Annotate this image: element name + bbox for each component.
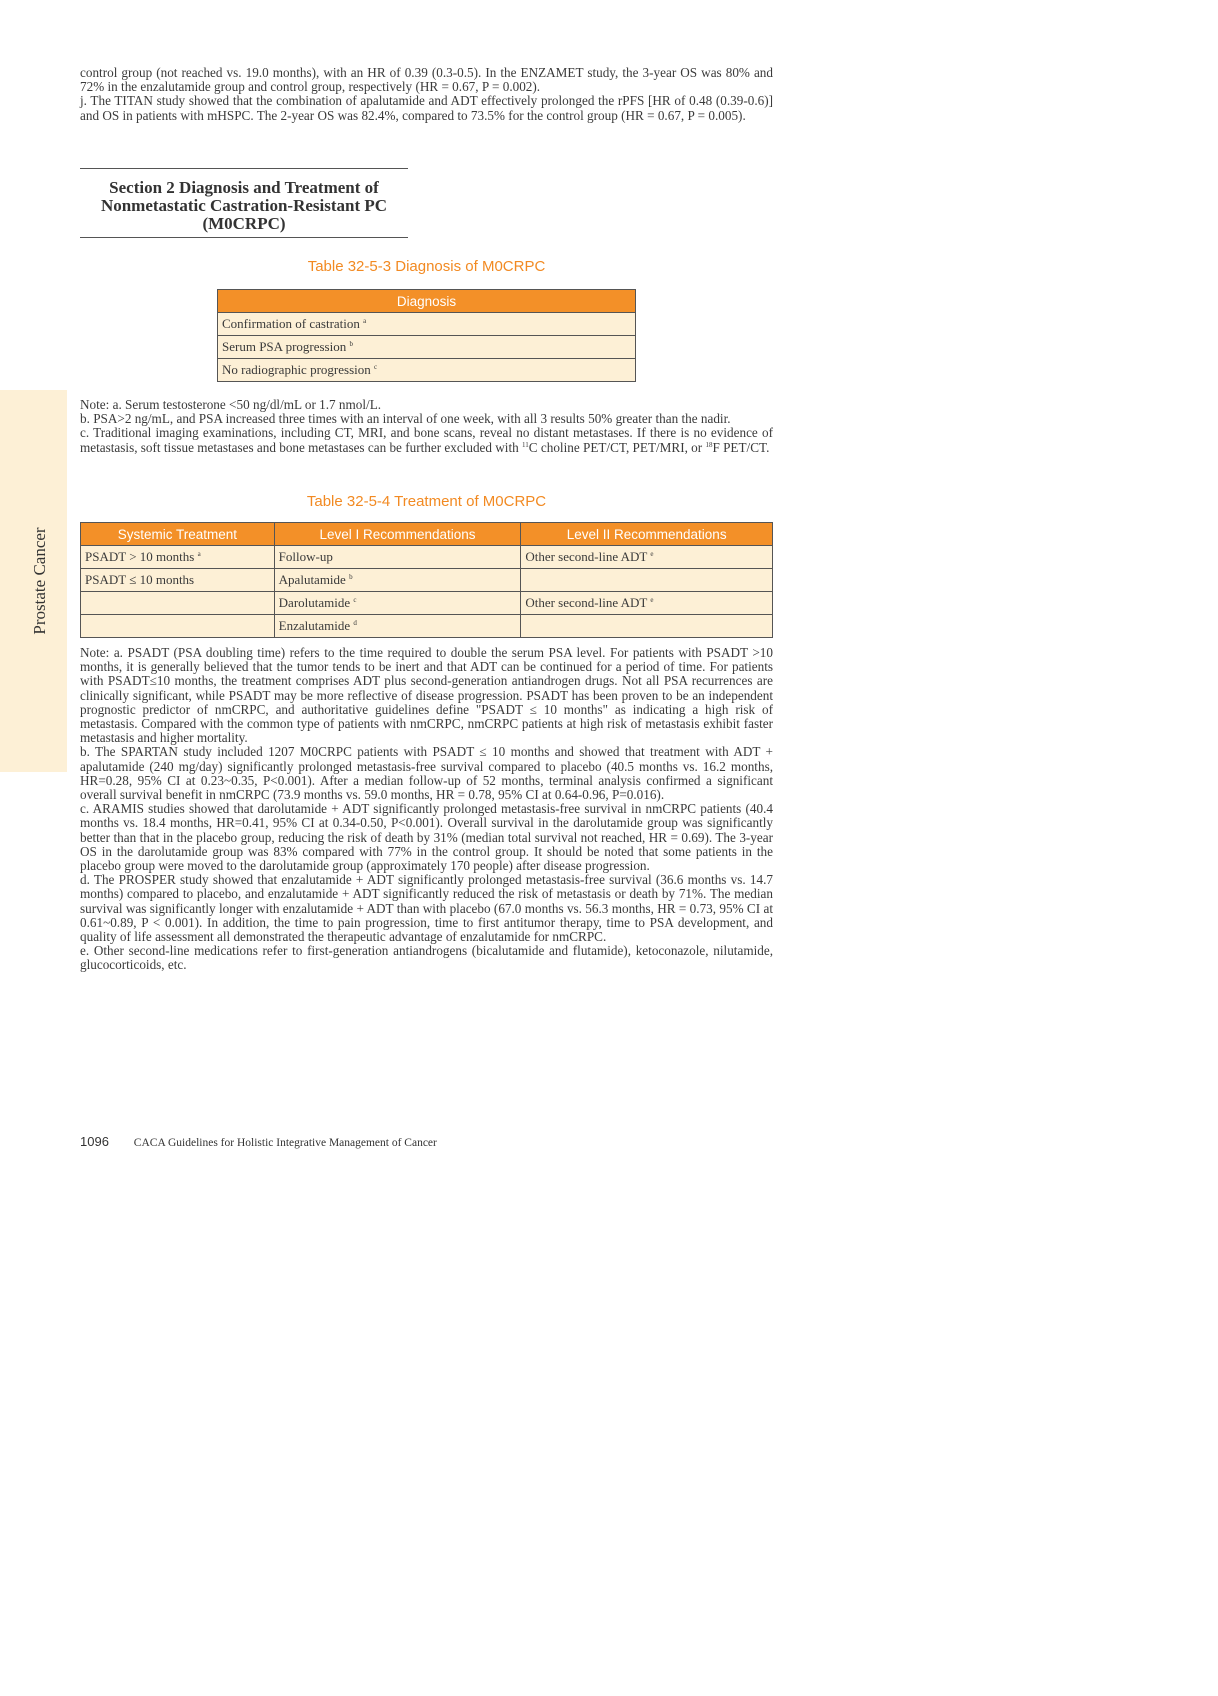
isotope-superscript: 18 xyxy=(705,440,713,449)
footnote-marker: e xyxy=(650,550,654,558)
header-level-1: Level I Recommendations xyxy=(274,523,521,546)
footnote-marker: c xyxy=(353,596,357,604)
footnote-marker: e xyxy=(650,596,654,604)
table-cell xyxy=(81,592,275,615)
table-cell xyxy=(274,592,521,615)
note-b: b. PSA>2 ng/mL, and PSA increased three times with an interval of one week, with all 3 results 50% greater than the nadir. xyxy=(80,411,731,427)
footnote-marker: b xyxy=(349,573,353,581)
table-cell xyxy=(218,359,636,382)
cell-text: Apalutamide xyxy=(278,572,346,587)
table-header-row xyxy=(218,290,636,313)
cell-text: PSADT ≤ 10 months xyxy=(85,572,195,587)
table-row xyxy=(218,313,636,336)
table-cell xyxy=(274,569,521,592)
treatment-table xyxy=(80,522,773,638)
book-title: CACA Guidelines for Holistic Integrative Management of Cancer xyxy=(133,1137,437,1149)
table-cell xyxy=(521,615,773,638)
table-row xyxy=(81,615,773,638)
table2-notes xyxy=(80,646,773,973)
intro-text xyxy=(80,66,773,123)
table-cell xyxy=(521,592,773,615)
note-a: Note: a. Serum testosterone <50 ng/dl/mL or 1.7 nmol/L. xyxy=(80,397,382,412)
footnote-marker: a xyxy=(363,317,367,325)
note-c-text: C choline PET/CT, PET/MRI, or xyxy=(528,439,706,455)
note-d: d. The PROSPER study showed that enzalutamide + ADT significantly prolonged metastasis-free survival (36.6 months vs. 14.7 months) compared to placebo, and enzalutamide + ADT significantly reduced the risk of metastasis or death by 71%. The median survival was significantly longer with enzalutamide + ADT than with placebo (67.0 months vs. 56.3 months, HR = 0.73, 95% CI at 0.61~0.89, P < 0.001). In addition, the time to pain progression, time to first antitumor therapy, time to PSA development, and quality of life assessment all demonstrated the therapeutic advantage of enzalutamide for nmCRPC. xyxy=(80,872,773,945)
table-row xyxy=(81,546,773,569)
cell-text: Follow-up xyxy=(278,549,333,564)
note-c: c. ARAMIS studies showed that darolutamide + ADT significantly prolonged metastasis-free survival in nmCRPC patients (40.4 months vs. 18.4 months, HR=0.41, 95% CI at 0.34-0.50, P<0.001). Overall survival in the darolutamide group was significantly better than that in the placebo group, reducing the risk of death by 31% (median total survival not reached, HR = 0.69). The 3-year OS in the darolutamide group was 83% compared with 77% in the control group. It should be noted that some patients in the placebo group were moved to the darolutamide group (approximately 170 people) after disease progression. xyxy=(80,801,773,874)
table-cell xyxy=(218,336,636,359)
table-cell xyxy=(521,546,773,569)
table-cell xyxy=(81,546,275,569)
diagnosis-table xyxy=(217,289,636,382)
section-heading-line3: (M0CRPC) xyxy=(202,214,286,233)
cell-text: Darolutamide xyxy=(278,595,351,610)
note-c-text: F PET/CT. xyxy=(712,439,770,455)
section-heading-line2: Nonmetastatic Castration-Resistant PC xyxy=(100,196,388,215)
section-heading-line1: Section 2 Diagnosis and Treatment of xyxy=(109,178,379,197)
footnote-marker: a xyxy=(197,550,201,558)
isotope-superscript: 11 xyxy=(522,440,529,449)
cell-text: Enzalutamide xyxy=(278,618,351,633)
header-level-2: Level II Recommendations xyxy=(521,523,773,546)
footnote-marker: d xyxy=(353,619,357,627)
page-footer xyxy=(80,1134,437,1149)
table1-notes xyxy=(80,398,773,455)
table-cell xyxy=(274,546,521,569)
table-cell xyxy=(218,313,636,336)
table-header-cell: Diagnosis xyxy=(218,290,636,313)
note-a: Note: a. PSADT (PSA doubling time) refers to the time required to double the serum PSA level. For patients with PSADT >10 months, it is generally believed that the tumor tends to be inert and that ADT can be continued for a period of time. For patients with PSADT≤10 months, the treatment comprises ADT plus second-generation antiandrogen drugs. Not all PSA recurrences are clinically significant, while PSADT may be more reflective of disease progression. PSADT has been proven to be an independent prognostic predictor of nmCRPC, and authoritative guidelines define "PSADT ≤ 10 months" as indicating a high risk of metastasis. Compared with the common type of patients with nmCRPC, nmCRPC patients at high risk of metastasis exhibit faster metastasis and higher mortality. xyxy=(80,645,773,746)
section-heading xyxy=(80,168,408,238)
table-row xyxy=(218,359,636,382)
page-number: 1096 xyxy=(80,1134,109,1149)
footnote-marker: c xyxy=(374,363,378,371)
cell-text: PSADT > 10 months xyxy=(85,549,195,564)
table-cell xyxy=(274,615,521,638)
table-cell xyxy=(521,569,773,592)
note-e: e. Other second-line medications refer to first-generation antiandrogens (bicalutamide and flutamide), ketoconazole, nilutamide, glucocorticoids, etc. xyxy=(80,943,773,973)
cell-text: Other second-line ADT xyxy=(525,595,648,610)
table2-title: Table 32-5-4 Treatment of M0CRPC xyxy=(306,493,547,510)
cell-text: Serum PSA progression xyxy=(222,339,347,354)
table-cell xyxy=(81,615,275,638)
cell-text: No radiographic progression xyxy=(222,362,371,377)
note-c-text: c. Traditional imaging examinations, including CT, MRI, and bone scans, reveal no distant metastases. If there is no evidence of metastasis, soft tissue metastases and bone metastases can be further excluded with xyxy=(80,425,773,455)
table-row xyxy=(81,569,773,592)
intro-paragraph-i: control group (not reached vs. 19.0 months), with an HR of 0.39 (0.3-0.5). In the ENZAMET study, the 3-year OS was 80% and 72% in the enzalutamide group and control group, respectively (HR = 0.67, P = 0.002). xyxy=(80,65,773,95)
cell-text: Other second-line ADT xyxy=(525,549,648,564)
note-c xyxy=(80,426,773,454)
side-tab-label: Prostate Cancer xyxy=(30,527,49,635)
footnote-marker: b xyxy=(349,340,353,348)
table1-title: Table 32-5-3 Diagnosis of M0CRPC xyxy=(307,258,546,275)
table-cell xyxy=(81,569,275,592)
table-header-row xyxy=(81,523,773,546)
table-row xyxy=(218,336,636,359)
table-row xyxy=(81,592,773,615)
cell-text: Confirmation of castration xyxy=(222,316,360,331)
header-systemic-treatment: Systemic Treatment xyxy=(81,523,275,546)
note-b: b. The SPARTAN study included 1207 M0CRPC patients with PSADT ≤ 10 months and showed that treatment with ADT + apalutamide (240 mg/day) significantly prolonged metastasis-free survival compared to placebo (40.5 months vs. 16.2 months, HR=0.28, 95% CI at 0.23~0.35, P<0.001). After a median follow-up of 52 months, terminal analysis confirmed a significant overall survival benefit in nmCRPC (73.9 months vs. 59.0 months, HR = 0.78, 95% CI at 0.64-0.96, P=0.016). xyxy=(80,744,773,803)
intro-paragraph-j: j. The TITAN study showed that the combination of apalutamide and ADT effectively prolonged the rPFS [HR of 0.48 (0.39-0.6)] and OS in patients with mHSPC. The 2-year OS was 82.4%, compared to 73.5% for the control group (HR = 0.67, P = 0.005). xyxy=(80,93,773,123)
